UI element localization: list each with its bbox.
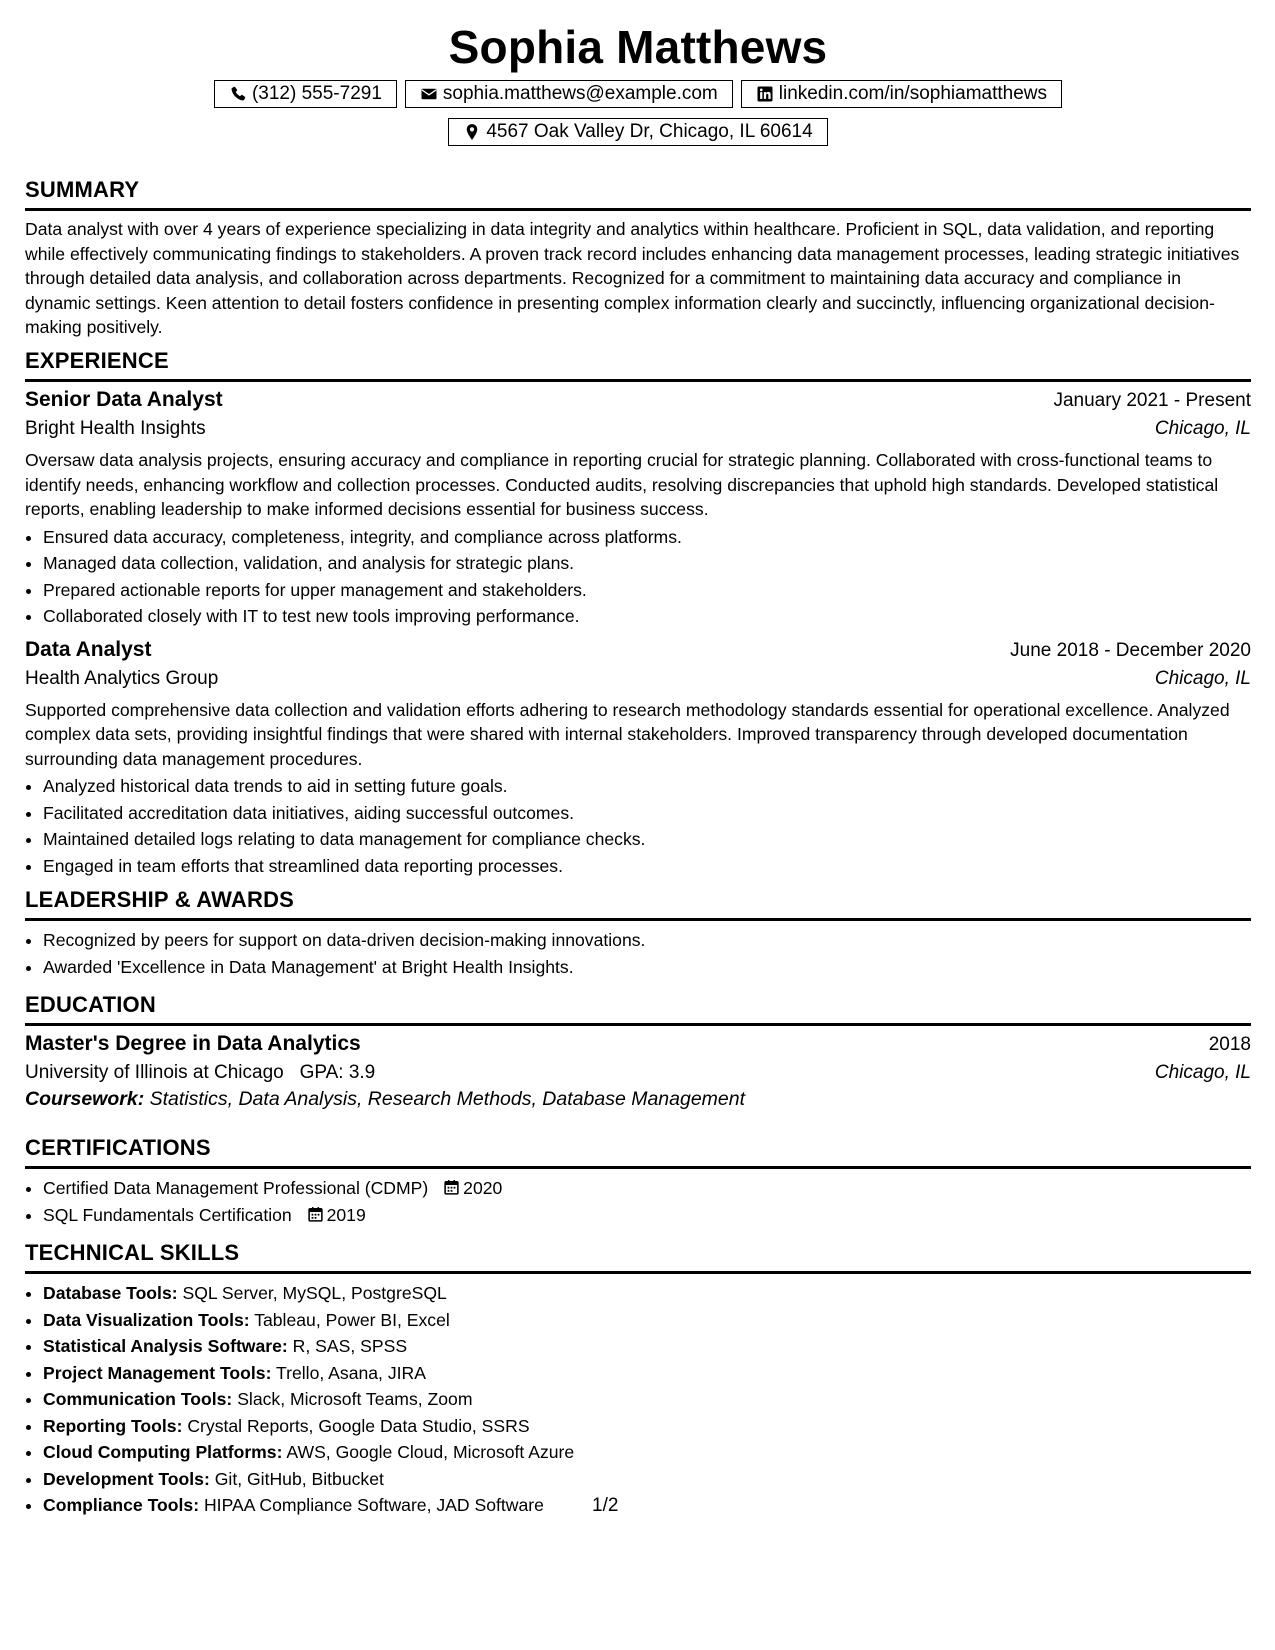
linkedin-icon [756,85,774,103]
certification-name: SQL Fundamentals Certification [43,1204,292,1225]
contact-row [25,80,1251,108]
certification-name: Certified Data Management Professional (CDMP) [43,1178,429,1198]
candidate-name: Sophia Matthews [448,21,828,73]
list-item [43,1280,1251,1307]
email-address: sophia.matthews@example.com [442,83,718,104]
certifications-section [25,1135,1251,1228]
list-item [43,1360,1251,1387]
phone-contact[interactable] [214,80,397,108]
list-item: • Maintained detailed logs relating to data management for compliance checks. [43,826,1251,853]
skill-label: Statistical Analysis Software: [43,1336,288,1356]
job-description: Supported comprehensive data collection and validation efforts adhering to research methodology standards essential for operational excellence. Analyzed complex data sets, providing insightful findings that were shared with internal stakeholders. Improved transparency through developed documentation surrounding data management procedures. [25,699,1230,769]
list-item [43,1386,1251,1413]
certifications-heading: CERTIFICATIONS [25,1135,1251,1169]
education-section [25,992,1251,1111]
company-name: Health Analytics Group [25,667,219,689]
list-item [43,1333,1251,1360]
company-name: Bright Health Insights [25,418,206,439]
school-location: Chicago, IL [1154,1062,1251,1083]
skill-value: R, SAS, SPSS [292,1336,408,1356]
list-item: • Analyzed historical data trends to aid in setting future goals. [43,773,1251,800]
skill-label: Project Management Tools: [43,1362,272,1383]
address-contact [448,118,827,146]
summary-text: Data analyst with over 4 years of experience specializing in data integrity and analytics within healthcare. Proficient in SQL, data validation, and reporting while effectively communicating findings to stakeholders. A proven track record includes enhancing data management processes, leading strategic initiatives through detailed data analysis, and collaboration across departments. Recognized for a commitment to maintaining data accuracy and compliance in dynamic settings. Keen attention to detail fosters confidence in presenting complex information clearly and succinctly, influencing organizational decision-making positively. [25,219,1240,337]
list-item: • Recognized by peers for support on data-driven decision-making innovations. [43,927,1251,954]
linkedin-contact[interactable] [741,80,1062,108]
job-entry [25,388,1251,630]
skills-list [25,1280,1251,1519]
linkedin-url: linkedin.com/in/sophiamatthews [778,83,1048,104]
skills-section [25,1240,1251,1519]
school-name: University of Illinois at Chicago [25,1062,284,1083]
list-item: • Awarded 'Excellence in Data Management' at Bright Health Insights. [43,954,1251,981]
map-marker-icon [463,123,481,141]
list-item: • Prepared actionable reports for upper management and stakeholders. [43,577,1251,604]
experience-heading: EXPERIENCE [25,348,1251,382]
skill-label: Compliance Tools: [43,1495,200,1515]
skill-label: Reporting Tools: [43,1415,183,1436]
job-dates: January 2021 - Present [1053,390,1251,411]
certification-year: 2019 [326,1204,366,1225]
list-item [43,1466,1251,1493]
coursework-label: Coursework: [25,1088,145,1110]
page-number: 1/2 [592,1495,619,1516]
coursework-list: Statistics, Data Analysis, Research Methods, Database Management [149,1088,746,1110]
summary-section [25,177,1251,340]
skill-value: Trello, Asana, JIRA [276,1362,426,1383]
address-row [25,118,1251,146]
list-item [43,1175,1251,1202]
education-heading: EDUCATION [25,992,1251,1026]
list-item [43,1492,1251,1519]
skills-heading: TECHNICAL SKILLS [25,1240,1251,1274]
job-title: Senior Data Analyst [25,388,223,411]
list-item [43,1439,1251,1466]
skill-value: Slack, Microsoft Teams, Zoom [237,1389,473,1409]
job-location: Chicago, IL [1154,667,1251,689]
job-description: Oversaw data analysis projects, ensuring accuracy and compliance in reporting crucial for strategic planning. Collaborated with cross-functional teams to identify needs, enhancing workflow and collection processes. Conducted audits, resolving discrepancies that uphold high standards. Developed statistical reports, enabling leadership to make informed decisions essential for business success. [25,450,1219,519]
gpa: GPA: 3.9 [299,1062,376,1083]
skill-value: Crystal Reports, Google Data Studio, SSRS [187,1415,530,1436]
leadership-bullets [25,927,1251,980]
skill-label: Cloud Computing Platforms: [43,1442,283,1462]
envelope-icon [420,85,438,103]
street-address: 4567 Oak Valley Dr, Chicago, IL 60614 [486,121,813,142]
experience-section [25,348,1251,879]
list-item: • Collaborated closely with IT to test new tools improving performance. [43,603,1251,630]
certification-list [25,1175,1251,1228]
certification-year: 2020 [463,1178,503,1198]
list-item: • Managed data collection, validation, and analysis for strategic plans. [43,550,1251,577]
skill-label: Development Tools: [43,1468,210,1489]
skill-value: Tableau, Power BI, Excel [254,1309,450,1330]
summary-heading: SUMMARY [25,177,1251,211]
calendar-icon [307,1206,324,1223]
skill-label: Communication Tools: [43,1389,233,1409]
job-bullets [25,524,1251,630]
skill-label: Database Tools: [43,1283,178,1303]
skill-value: SQL Server, MySQL, PostgreSQL [182,1283,447,1303]
skill-value: HIPAA Compliance Software, JAD Software [203,1495,544,1515]
skill-value: AWS, Google Cloud, Microsoft Azure [286,1442,575,1462]
job-entry [25,638,1251,880]
list-item [43,1413,1251,1440]
calendar-icon [443,1179,460,1196]
list-item [43,1202,1251,1229]
phone-icon [229,85,247,103]
job-dates: June 2018 - December 2020 [1010,639,1251,661]
email-contact[interactable] [405,80,733,108]
graduation-year: 2018 [1208,1034,1251,1055]
coursework [25,1088,1251,1111]
job-title: Data Analyst [25,637,152,661]
skill-label: Data Visualization Tools: [43,1309,250,1330]
job-bullets [25,773,1251,879]
list-item: • Engaged in team efforts that streamlined data reporting processes. [43,853,1251,880]
list-item [43,1307,1251,1334]
list-item: • Ensured data accuracy, completeness, integrity, and compliance across platforms. [43,524,1251,551]
leadership-section [25,887,1251,980]
leadership-heading: LEADERSHIP & AWARDS [25,887,1251,921]
skill-value: Git, GitHub, Bitbucket [214,1468,384,1489]
degree-title: Master's Degree in Data Analytics [25,1032,361,1055]
list-item: • Facilitated accreditation data initiatives, aiding successful outcomes. [43,800,1251,827]
phone-number: (312) 555-7291 [251,83,382,104]
job-location: Chicago, IL [1154,418,1251,439]
